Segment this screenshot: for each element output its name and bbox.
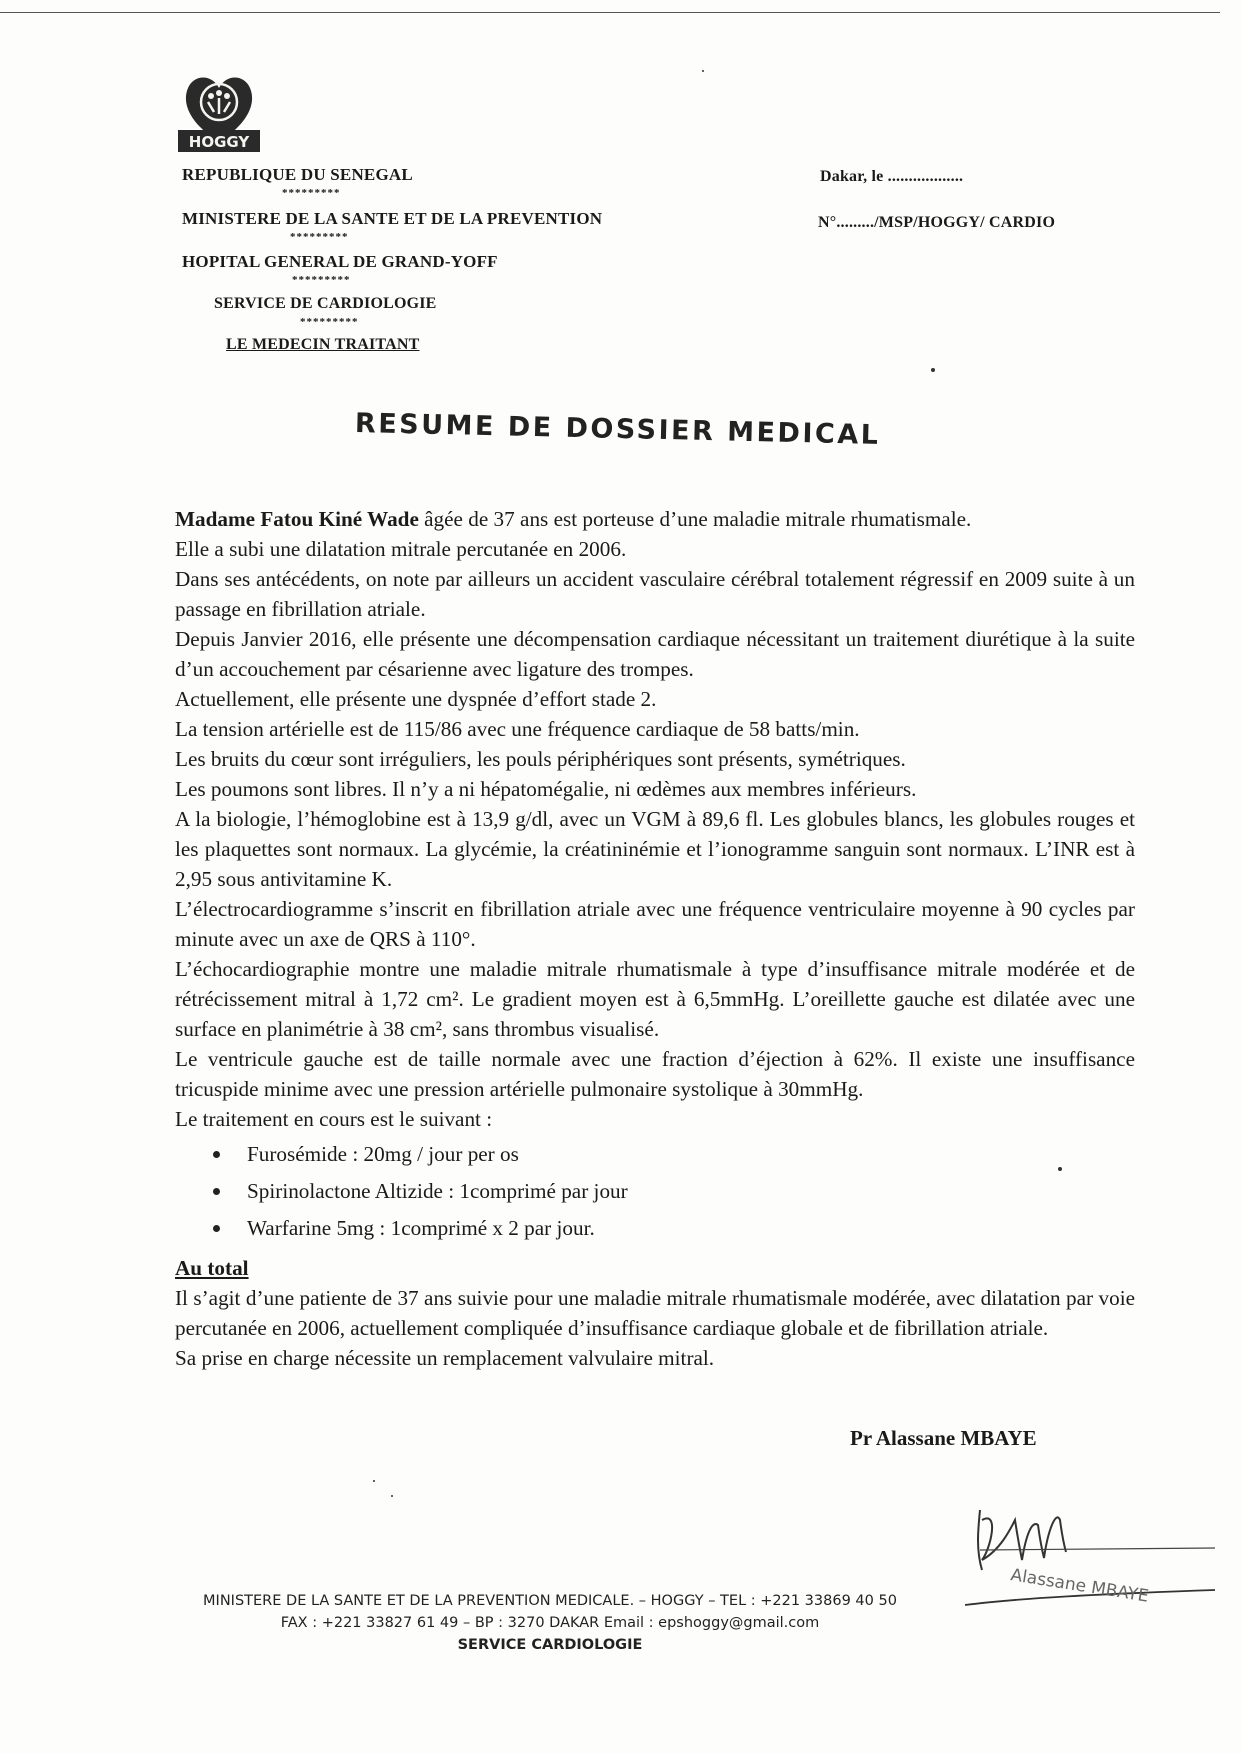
paragraph-decompensation: Depuis Janvier 2016, elle présente une décompensation cardiaque nécessitant un traitement diurétique à la suite d’un accouchement par césarienne avec ligature des trompes. — [175, 627, 1135, 681]
medication-item: Furosémide : 20mg / jour per os — [211, 1136, 1135, 1173]
footer-ministry-line: MINISTERE DE LA SANTE ET DE LA PREVENTION MEDICALE. – HOGGY – TEL : +221 33869 40 50 — [203, 1593, 897, 1609]
patient-intro: âgée de 37 ans est porteuse d’une maladie mitrale rhumatismale. — [418, 507, 972, 531]
header-doctor: LE MEDECIN TRAITANT — [226, 336, 420, 353]
header-hospital: HOPITAL GENERAL DE GRAND-YOFF — [182, 252, 498, 271]
scan-speck — [702, 70, 704, 72]
footer-contact-line: FAX : +221 33827 61 49 – BP : 3270 DAKAR Email : epshoggy@gmail.com — [280, 1615, 820, 1631]
signature-stamp-text: Alassane MBAYE — [1009, 1565, 1150, 1607]
handwritten-signature — [960, 1490, 1220, 1610]
paragraph-patient — [175, 504, 1135, 534]
conclusion-text: Sa prise en charge nécessite un remplacement valvulaire mitral. — [175, 1346, 715, 1370]
date-field: Dakar, le .................. — [820, 168, 964, 185]
summary-text: Il s’agit d’une patiente de 37 ans suivie pour une maladie mitrale rhumatismale modérée, avec dilatation par voie percutanée en 2006, actuellement compliquée d’insuffisance cardiaque globale et de fibrillation atriale. — [175, 1286, 1135, 1340]
header-stars-4: ********* — [300, 316, 359, 328]
paragraph-echocardiography: L’échocardiographie montre une maladie mitrale rhumatismale à type d’insuffisance mitrale modérée et de rétrécissement mitral à 1,72 cm². Le gradient moyen est à 6,5mmHg. L’oreillette gauche est dilatée avec une surface en planimétrie à 38 cm², sans thrombus visualisé. — [175, 957, 1135, 1041]
paragraph-biology: A la biologie, l’hémoglobine est à 13,9 g/dl, avec un VGM à 89,6 fl. Les globules blancs, les globules rouges et les plaquettes sont normaux. La glycémie, la créatininémie et l’ionogramme sanguin sont normaux. L’INR est à 2,95 sous antivitamine K. — [175, 807, 1135, 891]
reference-number: N°........./MSP/HOGGY/ CARDIO — [818, 214, 1056, 231]
hoggy-heart-logo — [178, 68, 260, 154]
logo-text: HOGGY — [188, 133, 250, 151]
paragraph-left-ventricle: Le ventricule gauche est de taille normale avec une fraction d’éjection à 62%. Il existe une insuffisance tricuspide minime avec une pression artérielle pulmonaire systolique à 30mmHg. — [175, 1047, 1135, 1101]
scan-border-line — [0, 12, 1220, 13]
medication-list — [175, 1136, 1135, 1247]
scan-speck — [391, 1495, 393, 1497]
paragraph-dyspnea: Actuellement, elle présente une dyspnée d’effort stade 2. — [175, 687, 657, 711]
header-service: SERVICE DE CARDIOLOGIE — [214, 295, 437, 312]
scan-speck — [373, 1480, 375, 1482]
paragraph-heart-sounds: Les bruits du cœur sont irréguliers, les pouls périphériques sont présents, symétriques. — [175, 747, 906, 771]
header-ministry: MINISTERE DE LA SANTE ET DE LA PREVENTION — [182, 209, 603, 228]
scan-speck — [931, 368, 935, 372]
document-title: RESUME DE DOSSIER MEDICAL — [354, 408, 881, 451]
paragraph-blood-pressure: La tension artérielle est de 115/86 avec une fréquence cardiaque de 58 batts/min. — [175, 717, 860, 741]
paragraph-lungs: Les poumons sont libres. Il n’y a ni hépatomégalie, ni œdèmes aux membres inférieurs. — [175, 777, 917, 801]
footer-service-line: SERVICE CARDIOLOGIE — [457, 1637, 643, 1653]
paragraph-dilatation: Elle a subi une dilatation mitrale percutanée en 2006. — [175, 537, 627, 561]
header-republic: REPUBLIQUE DU SENEGAL — [182, 165, 413, 184]
header-stars-3: ********* — [292, 274, 351, 286]
patient-name: Madame Fatou Kiné Wade — [175, 507, 419, 531]
signatory-name: Pr Alassane MBAYE — [850, 1426, 1037, 1450]
paragraph-ecg: L’électrocardiogramme s’inscrit en fibrillation atriale avec une fréquence ventriculaire moyenne à 90 cycles par minute avec un axe de QRS à 110°. — [175, 897, 1135, 951]
summary-heading: Au total — [175, 1256, 249, 1280]
medication-item: Spirinolactone Altizide : 1comprimé par jour — [211, 1173, 1135, 1210]
header-stars-1: ********* — [282, 187, 341, 199]
paragraph-treatment-intro: Le traitement en cours est le suivant : — [175, 1107, 493, 1131]
medication-item: Warfarine 5mg : 1comprimé x 2 par jour. — [211, 1210, 1135, 1247]
header-stars-2: ********* — [290, 231, 349, 243]
page-footer — [140, 1590, 960, 1656]
paragraph-history: Dans ses antécédents, on note par ailleurs un accident vasculaire cérébral totalement régressif en 2009 suite à un passage en fibrillation atriale. — [175, 567, 1135, 621]
scan-speck — [1058, 1167, 1062, 1171]
report-body — [175, 504, 1135, 1373]
